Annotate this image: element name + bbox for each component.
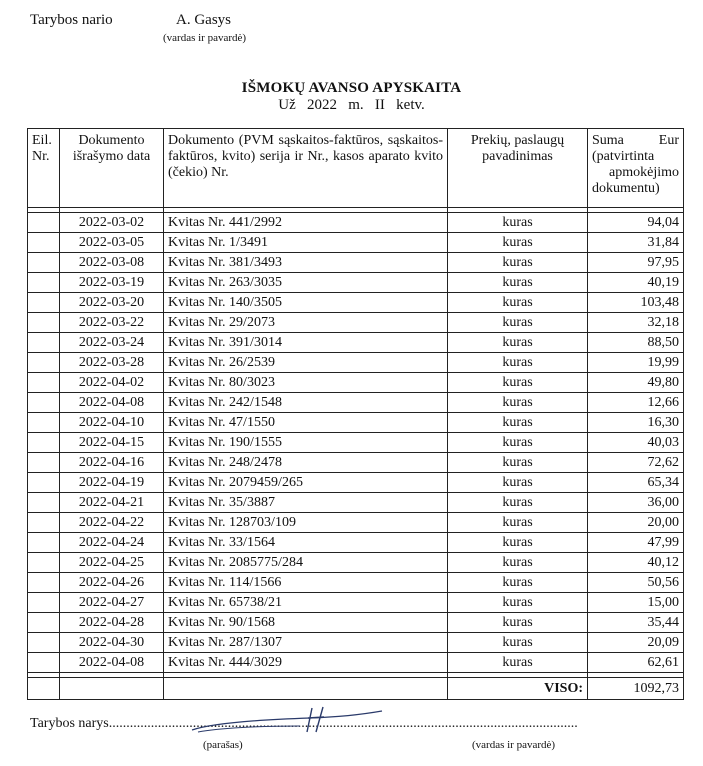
row-date: 2022-04-25	[60, 553, 164, 573]
row-sum: 19,99	[588, 353, 684, 373]
row-document: Kvitas Nr. 26/2539	[164, 353, 448, 373]
header-document: Dokumento (PVM sąskaitos-faktūros, sąskaitos-faktūros, kvito) serija ir Nr., kasos aparato kvito (čekio) Nr.	[164, 129, 448, 208]
row-item: kuras	[448, 333, 588, 353]
row-sum: 12,66	[588, 393, 684, 413]
header-item: Prekių, paslaugų pavadinimas	[448, 129, 588, 208]
signer-label: Tarybos narys	[30, 716, 109, 731]
row-number	[28, 413, 60, 433]
row-number	[28, 533, 60, 553]
row-date: 2022-03-28	[60, 353, 164, 373]
row-date: 2022-03-24	[60, 333, 164, 353]
row-date: 2022-03-20	[60, 293, 164, 313]
member-label: Tarybos nario	[30, 12, 113, 28]
row-document: Kvitas Nr. 2085775/284	[164, 553, 448, 573]
table-row	[28, 633, 684, 653]
row-sum: 47,99	[588, 533, 684, 553]
row-document: Kvitas Nr. 190/1555	[164, 433, 448, 453]
row-item: kuras	[448, 593, 588, 613]
header-sum-line: Suma Eur	[592, 133, 679, 148]
row-sum: 49,80	[588, 373, 684, 393]
table-row	[28, 573, 684, 593]
row-document: Kvitas Nr. 242/1548	[164, 393, 448, 413]
row-item: kuras	[448, 373, 588, 393]
period-quarter: II	[374, 97, 385, 113]
header-sum-line: dokumentu)	[592, 181, 660, 196]
row-sum: 20,09	[588, 633, 684, 653]
signer-name-caption: (vardas ir pavardė)	[472, 739, 556, 751]
row-sum: 15,00	[588, 593, 684, 613]
row-document: Kvitas Nr. 381/3493	[164, 253, 448, 273]
row-date: 2022-04-15	[60, 433, 164, 453]
report-period	[0, 97, 703, 114]
row-document: Kvitas Nr. 263/3035	[164, 273, 448, 293]
table-row	[28, 433, 684, 453]
member-name-caption: (vardas ir pavardė)	[163, 32, 247, 44]
row-sum: 40,12	[588, 553, 684, 573]
table-row	[28, 293, 684, 313]
row-number	[28, 273, 60, 293]
table-row	[28, 333, 684, 353]
table-row	[28, 233, 684, 253]
row-document: Kvitas Nr. 287/1307	[164, 633, 448, 653]
row-item: kuras	[448, 633, 588, 653]
header-date: Dokumento išrašymo data	[60, 129, 164, 208]
row-document: Kvitas Nr. 114/1566	[164, 573, 448, 593]
table-header-row	[28, 129, 684, 208]
row-number	[28, 453, 60, 473]
table-row	[28, 353, 684, 373]
row-item: kuras	[448, 413, 588, 433]
signature-dots: ......................................................................................................................................	[108, 716, 578, 731]
row-number	[28, 653, 60, 673]
member-name: A. Gasys	[176, 12, 231, 28]
row-document: Kvitas Nr. 33/1564	[164, 533, 448, 553]
row-number	[28, 373, 60, 393]
row-sum: 62,61	[588, 653, 684, 673]
total-value: 1092,73	[588, 678, 684, 700]
row-number	[28, 353, 60, 373]
row-document: Kvitas Nr. 80/3023	[164, 373, 448, 393]
row-date: 2022-03-08	[60, 253, 164, 273]
row-item: kuras	[448, 553, 588, 573]
row-item: kuras	[448, 513, 588, 533]
row-item: kuras	[448, 653, 588, 673]
header-nr: Eil. Nr.	[28, 129, 60, 208]
table-row	[28, 593, 684, 613]
row-item: kuras	[448, 533, 588, 553]
table-row	[28, 273, 684, 293]
row-number	[28, 593, 60, 613]
row-document: Kvitas Nr. 248/2478	[164, 453, 448, 473]
row-sum: 35,44	[588, 613, 684, 633]
row-sum: 72,62	[588, 453, 684, 473]
row-item: kuras	[448, 613, 588, 633]
row-item: kuras	[448, 213, 588, 233]
row-document: Kvitas Nr. 35/3887	[164, 493, 448, 513]
row-document: Kvitas Nr. 441/2992	[164, 213, 448, 233]
row-item: kuras	[448, 273, 588, 293]
row-item: kuras	[448, 253, 588, 273]
period-suffix: ketv.	[396, 97, 425, 113]
table-row	[28, 493, 684, 513]
row-sum: 36,00	[588, 493, 684, 513]
row-document: Kvitas Nr. 47/1550	[164, 413, 448, 433]
row-sum: 40,03	[588, 433, 684, 453]
row-item: kuras	[448, 493, 588, 513]
table-row	[28, 393, 684, 413]
table-row	[28, 533, 684, 553]
row-number	[28, 253, 60, 273]
table-row	[28, 413, 684, 433]
row-document: Kvitas Nr. 444/3029	[164, 653, 448, 673]
table-row	[28, 553, 684, 573]
row-number	[28, 393, 60, 413]
table-row	[28, 473, 684, 493]
row-number	[28, 333, 60, 353]
row-date: 2022-03-02	[60, 213, 164, 233]
row-sum: 94,04	[588, 213, 684, 233]
header-sum-line: apmokėjimo	[609, 165, 679, 180]
period-year: 2022	[306, 97, 337, 113]
row-item: kuras	[448, 353, 588, 373]
row-date: 2022-04-19	[60, 473, 164, 493]
row-item: kuras	[448, 293, 588, 313]
table-row	[28, 653, 684, 673]
advance-report-table	[27, 128, 684, 700]
row-date: 2022-04-08	[60, 653, 164, 673]
header-sum-line: (patvirtinta	[592, 149, 655, 164]
row-document: Kvitas Nr. 128703/109	[164, 513, 448, 533]
row-item: kuras	[448, 433, 588, 453]
row-document: Kvitas Nr. 391/3014	[164, 333, 448, 353]
total-label: VISO:	[448, 678, 588, 700]
period-prefix: Už	[278, 97, 296, 113]
row-date: 2022-03-22	[60, 313, 164, 333]
handwritten-signature	[190, 702, 390, 742]
table-row	[28, 513, 684, 533]
row-number	[28, 473, 60, 493]
header-sum	[588, 129, 684, 208]
row-number	[28, 553, 60, 573]
row-sum: 16,30	[588, 413, 684, 433]
row-number	[28, 633, 60, 653]
row-date: 2022-04-27	[60, 593, 164, 613]
table-row	[28, 373, 684, 393]
document-title: IŠMOKŲ AVANSO APYSKAITA	[241, 80, 462, 96]
table-row	[28, 213, 684, 233]
row-item: kuras	[448, 473, 588, 493]
row-number	[28, 293, 60, 313]
row-document: Kvitas Nr. 1/3491	[164, 233, 448, 253]
row-date: 2022-04-22	[60, 513, 164, 533]
row-date: 2022-04-24	[60, 533, 164, 553]
period-m: m.	[348, 97, 364, 113]
row-item: kuras	[448, 573, 588, 593]
row-item: kuras	[448, 393, 588, 413]
row-number	[28, 513, 60, 533]
row-date: 2022-04-28	[60, 613, 164, 633]
row-document: Kvitas Nr. 2079459/265	[164, 473, 448, 493]
row-sum: 20,00	[588, 513, 684, 533]
totals-row	[28, 678, 684, 700]
table-row	[28, 253, 684, 273]
row-number	[28, 493, 60, 513]
row-date: 2022-04-30	[60, 633, 164, 653]
row-date: 2022-04-26	[60, 573, 164, 593]
row-document: Kvitas Nr. 65738/21	[164, 593, 448, 613]
row-sum: 65,34	[588, 473, 684, 493]
row-date: 2022-03-19	[60, 273, 164, 293]
row-number	[28, 433, 60, 453]
signature-caption: (parašas)	[203, 739, 243, 751]
row-number	[28, 613, 60, 633]
row-document: Kvitas Nr. 140/3505	[164, 293, 448, 313]
row-item: kuras	[448, 313, 588, 333]
row-document: Kvitas Nr. 90/1568	[164, 613, 448, 633]
row-sum: 50,56	[588, 573, 684, 593]
table-row	[28, 313, 684, 333]
row-sum: 31,84	[588, 233, 684, 253]
row-date: 2022-04-16	[60, 453, 164, 473]
row-number	[28, 233, 60, 253]
row-date: 2022-04-10	[60, 413, 164, 433]
row-sum: 88,50	[588, 333, 684, 353]
table-row	[28, 613, 684, 633]
row-sum: 97,95	[588, 253, 684, 273]
row-item: kuras	[448, 453, 588, 473]
row-item: kuras	[448, 233, 588, 253]
row-number	[28, 573, 60, 593]
row-sum: 32,18	[588, 313, 684, 333]
row-date: 2022-04-21	[60, 493, 164, 513]
row-number	[28, 213, 60, 233]
row-sum: 103,48	[588, 293, 684, 313]
row-date: 2022-04-08	[60, 393, 164, 413]
row-document: Kvitas Nr. 29/2073	[164, 313, 448, 333]
row-date: 2022-03-05	[60, 233, 164, 253]
row-sum: 40,19	[588, 273, 684, 293]
table-row	[28, 453, 684, 473]
row-number	[28, 313, 60, 333]
row-date: 2022-04-02	[60, 373, 164, 393]
